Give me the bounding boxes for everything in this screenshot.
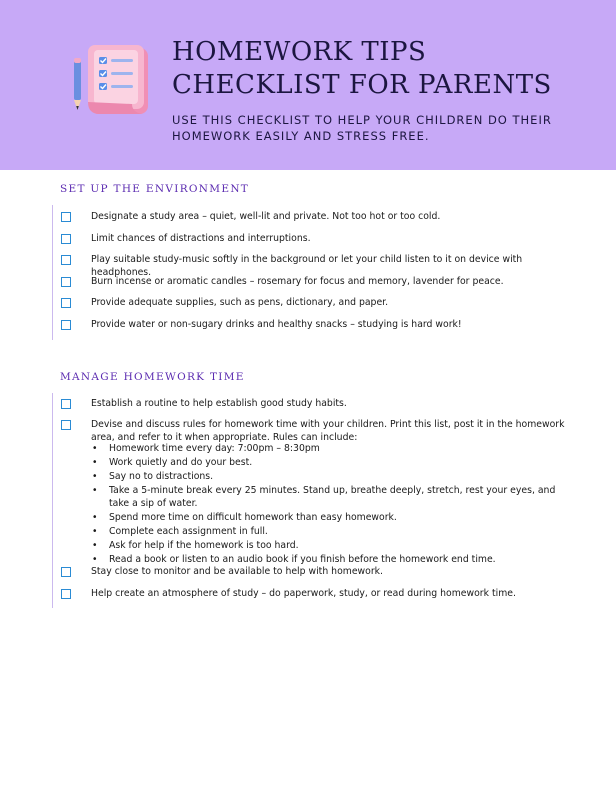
checkbox[interactable] — [61, 399, 71, 409]
checkbox[interactable] — [61, 277, 71, 287]
checkbox[interactable] — [61, 234, 71, 244]
list-item: • Read a book or listen to an audio book if you finish before the homework end time. — [92, 554, 562, 567]
list-item: • Say no to distractions. — [92, 471, 562, 484]
list-item: • Spend more time on difficult homework than easy homework. — [92, 512, 562, 525]
checklist-item-text: Provide adequate supplies, such as pens, dictionary, and paper. — [91, 297, 389, 308]
checklist-item-text: Designate a study area – quiet, well-lit and private. Not too hot or too cold. — [91, 211, 441, 222]
checklist-item-text: Help create an atmosphere of study – do paperwork, study, or read during homework time. — [91, 588, 516, 599]
checklist-item-text: Stay close to monitor and be available to help with homework. — [91, 566, 383, 577]
checklist-item-text: Play suitable study-music softly in the background or let your child listen to it on device with headphones. — [91, 254, 523, 278]
list-item: • Work quietly and do your best. — [92, 457, 562, 470]
checkbox[interactable] — [61, 298, 71, 308]
section-heading-environment: SET UP THE ENVIRONMENT — [60, 183, 250, 195]
checkbox[interactable] — [61, 589, 71, 599]
checkbox[interactable] — [61, 320, 71, 330]
list-item: • Take a 5-minute break every 25 minutes. Stand up, breathe deeply, stretch, rest your eyes, and take a sip of water. — [92, 485, 562, 510]
list-item: • Homework time every day: 7:00pm – 8:30pm — [92, 443, 562, 456]
section-heading-homework-time: MANAGE HOMEWORK TIME — [60, 371, 245, 383]
checklist-item-text: Establish a routine to help establish good study habits. — [91, 398, 347, 409]
section-divider-line — [52, 393, 53, 608]
checkbox[interactable] — [61, 212, 71, 222]
list-item: • Complete each assignment in full. — [92, 526, 562, 539]
page-subtitle: USE THIS CHECKLIST TO HELP YOUR CHILDREN DO THEIR HOMEWORK EASILY AND STRESS FREE. — [172, 113, 552, 143]
list-item: • Ask for help if the homework is too hard. — [92, 540, 562, 553]
section-divider-line — [52, 205, 53, 340]
checkbox[interactable] — [61, 255, 71, 265]
checkbox[interactable] — [61, 567, 71, 577]
header-banner — [0, 0, 616, 170]
rules-list — [92, 443, 562, 568]
page-title — [172, 36, 592, 102]
checkbox[interactable] — [61, 420, 71, 430]
checklist-item-text: Provide water or non-sugary drinks and healthy snacks – studying is hard work! — [91, 319, 462, 330]
checklist-item-text: Limit chances of distractions and interruptions. — [91, 233, 311, 244]
title-line-1: HOMEWORK TIPS — [172, 37, 427, 67]
checklist-scroll-pencil-icon — [68, 40, 158, 120]
checklist-item-text: Burn incense or aromatic candles – rosemary for focus and memory, lavender for peace. — [91, 276, 504, 287]
checklist-item-text: Devise and discuss rules for homework time with your children. Print this list, post it in the homework area, and refer to it when appropriate. Rules can include: — [91, 419, 565, 443]
title-line-2: CHECKLIST FOR PARENTS — [172, 70, 552, 100]
